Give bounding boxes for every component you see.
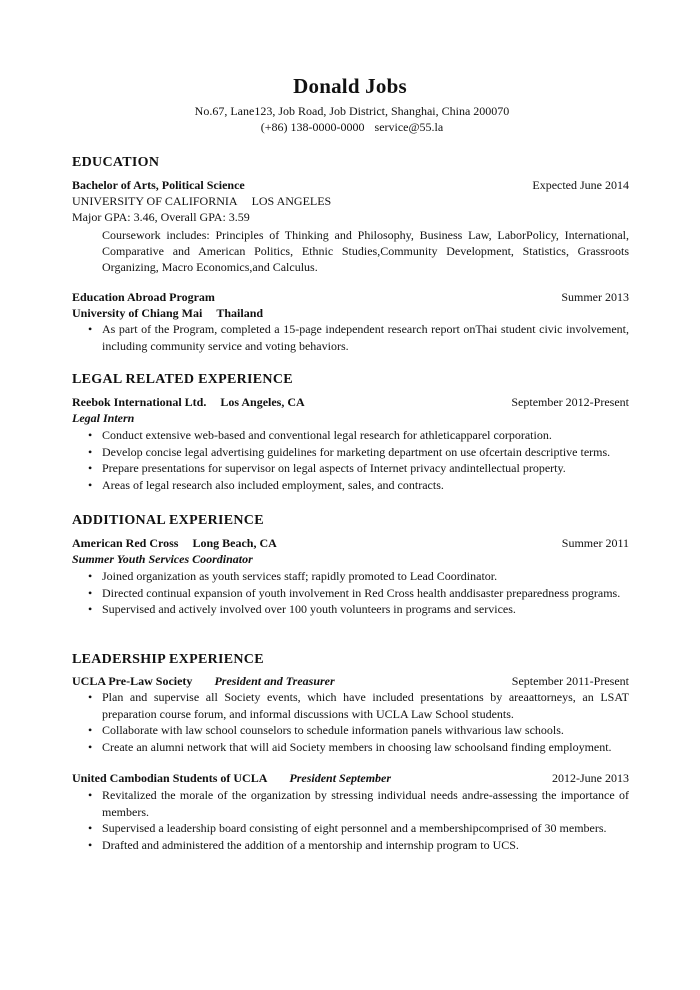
leadership-org1: UCLA Pre-Law Society bbox=[72, 674, 193, 688]
leadership-heading: LEADERSHIP EXPERIENCE bbox=[72, 652, 264, 667]
additional-title: Summer Youth Services Coordinator bbox=[72, 552, 253, 566]
bullet-glyph: • bbox=[88, 739, 93, 754]
education-heading: EDUCATION bbox=[72, 155, 160, 170]
legal-org: Reebok International Ltd. bbox=[72, 395, 207, 409]
list-item: • Drafted and administered the addition of a mentorship and internship program to UCS. bbox=[88, 837, 519, 852]
list-item: • Collaborate with law school counselors to schedule information panels withvarious law schools. bbox=[88, 723, 564, 738]
leadership-date1: September 2011-Present bbox=[511, 674, 629, 688]
bullet-glyph: • bbox=[88, 569, 93, 583]
abroad-bullet-list bbox=[72, 321, 629, 354]
education-gpa: Major GPA: 3.46, Overall GPA: 3.59 bbox=[72, 210, 250, 224]
additional-location: Long Beach, CA bbox=[192, 536, 277, 550]
leadership-org2-row bbox=[72, 770, 629, 786]
abroad-date: Summer 2013 bbox=[561, 290, 629, 304]
list-item: • Prepare presentations for supervisor on legal aspects of Internet privacy andintellectual property. bbox=[88, 461, 566, 476]
additional-bullet-list bbox=[72, 568, 629, 618]
list-item: • Revitalized the morale of the organization by stressing individual needs andre-assessing the importance of members. bbox=[88, 788, 629, 819]
education-degree-row bbox=[72, 177, 629, 193]
abroad-country: Thailand bbox=[216, 306, 264, 320]
bullet-glyph: • bbox=[88, 690, 93, 704]
leadership-date2: 2012-June 2013 bbox=[552, 771, 629, 785]
bullet-glyph: • bbox=[88, 788, 93, 802]
leadership-bullet-list-2 bbox=[72, 787, 629, 853]
legal-location: Los Angeles, CA bbox=[220, 395, 305, 409]
bullet-glyph: • bbox=[88, 821, 93, 836]
list-item: • As part of the Program, completed a 15-page independent research report onThai student civic involvement, including community service and voting behaviors. bbox=[88, 322, 629, 353]
list-item: • Supervised a leadership board consisting of eight personnel and a membershipcomprised of 30 members. bbox=[88, 821, 607, 836]
bullet-glyph: • bbox=[88, 322, 93, 336]
list-item: • Plan and supervise all Society events, which have included presentations by areaattorneys, an LSAT preparation course forum, and informal discussions with UCLA Law School students. bbox=[88, 690, 629, 721]
leadership-org2: United Cambodian Students of UCLA bbox=[72, 771, 268, 785]
leadership-bullet-list-1 bbox=[72, 689, 629, 755]
education-degree-date: Expected June 2014 bbox=[532, 178, 629, 192]
education-university: UNIVERSITY OF CALIFORNIA bbox=[72, 194, 238, 208]
education-university-city: LOS ANGELES bbox=[251, 194, 332, 208]
contact-email: service@55.la bbox=[374, 120, 444, 134]
education-university-row bbox=[72, 193, 331, 209]
contact-line bbox=[0, 120, 700, 135]
legal-heading: LEGAL RELATED EXPERIENCE bbox=[72, 372, 293, 387]
contact-address: No.67, Lane123, Job Road, Job District, Shanghai, China 200070 bbox=[194, 104, 510, 118]
abroad-program-row bbox=[72, 289, 629, 305]
legal-bullet-list bbox=[72, 427, 629, 493]
list-item: • Conduct extensive web-based and conventional legal research for athleticapparel corporation. bbox=[88, 428, 552, 442]
bullet-glyph: • bbox=[88, 602, 93, 617]
additional-heading: ADDITIONAL EXPERIENCE bbox=[72, 513, 264, 528]
education-coursework: Coursework includes: Principles of Thinking and Philosophy, Business Law, LaborPolicy, International, Comparative and American Politics, Ethnic Studies,Community Development, Statistics, Grassroots Organizing, Macro Economics,and Calculus. bbox=[102, 228, 629, 274]
bullet-glyph: • bbox=[88, 444, 93, 459]
list-item: • Supervised and actively involved over 100 youth volunteers in programs and services. bbox=[88, 602, 516, 617]
legal-date: September 2012-Present bbox=[511, 395, 629, 409]
bullet-glyph: • bbox=[88, 837, 93, 852]
leadership-title2: President September bbox=[289, 771, 392, 785]
list-item: • Joined organization as youth services staff; rapidly promoted to Lead Coordinator. bbox=[88, 569, 498, 583]
education-degree: Bachelor of Arts, Political Science bbox=[72, 178, 245, 192]
candidate-name: Donald Jobs bbox=[293, 74, 407, 98]
bullet-glyph: • bbox=[88, 428, 93, 442]
bullet-glyph: • bbox=[88, 461, 93, 476]
bullet-glyph: • bbox=[88, 585, 93, 600]
additional-org: American Red Cross bbox=[72, 536, 179, 550]
abroad-program: Education Abroad Program bbox=[72, 290, 215, 304]
leadership-title1: President and Treasurer bbox=[214, 674, 335, 688]
legal-title: Legal Intern bbox=[72, 411, 135, 425]
abroad-school-row bbox=[72, 305, 629, 321]
bullet-glyph: • bbox=[88, 723, 93, 738]
list-item: • Create an alumni network that will aid Society members in choosing law schoolsand finding employment. bbox=[88, 739, 612, 754]
contact-phone: (+86) 138-0000-0000 bbox=[260, 120, 365, 134]
bullet-glyph: • bbox=[88, 477, 93, 492]
additional-org-row bbox=[72, 535, 629, 551]
list-item: • Directed continual expansion of youth involvement in Red Cross health anddisaster preparedness programs. bbox=[88, 585, 621, 600]
list-item: • Develop concise legal advertising guidelines for marketing department on use ofcertain descriptive terms. bbox=[88, 444, 611, 459]
list-item: • Areas of legal research also included employment, sales, and contracts. bbox=[88, 477, 444, 492]
abroad-school: University of Chiang Mai bbox=[72, 306, 203, 320]
legal-org-row bbox=[72, 394, 629, 410]
leadership-org1-row bbox=[72, 673, 629, 689]
additional-date: Summer 2011 bbox=[561, 536, 629, 550]
